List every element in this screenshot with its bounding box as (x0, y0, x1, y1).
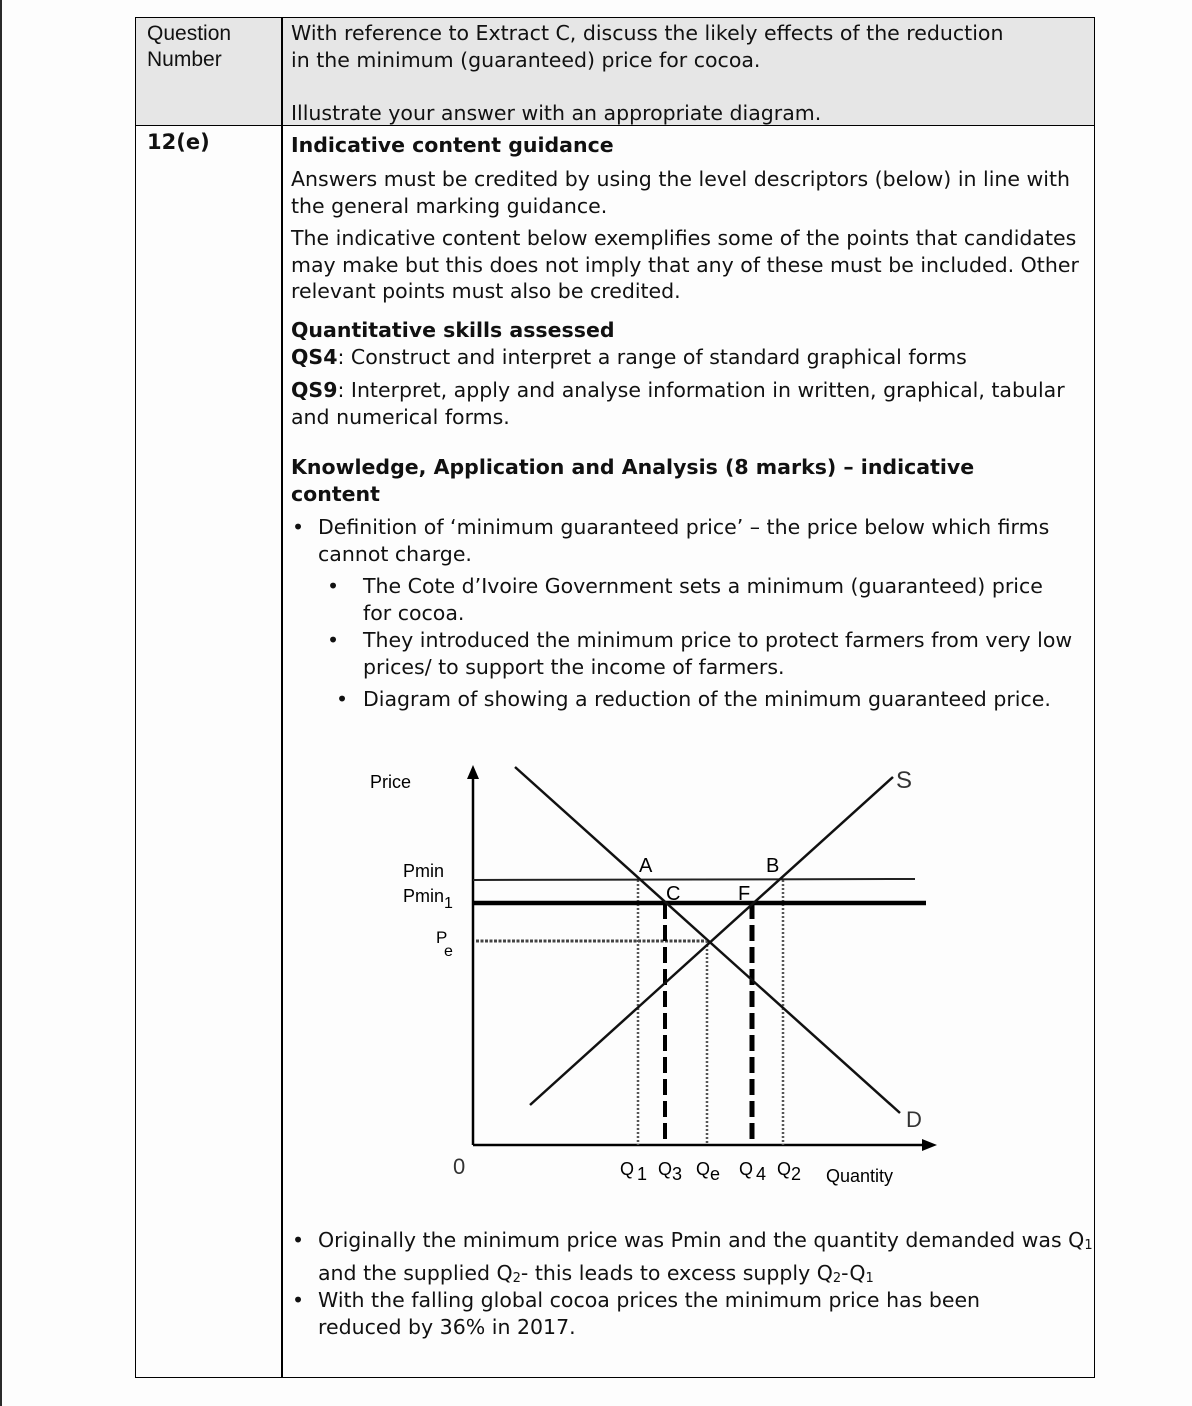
qs4-line: QS4: Construct and interpret a range of standard graphical forms (291, 344, 967, 369)
bullet-originally: • Originally the minimum price was Pmin and the quantity demanded was $Q_1$ and the supplied $Q_2-$ this leads to excess supply $Q_2-Q_1$ (291, 1227, 1098, 1292)
demand-label: D (906, 1107, 922, 1132)
qs-title: Quantitative skills assessed (291, 318, 615, 342)
x-axis-arrow-icon (922, 1139, 937, 1151)
pmin-line (473, 879, 915, 880)
supply-label: S (896, 767, 913, 794)
question-instruction: Illustrate your answer with an appropriate diagram. (291, 101, 822, 125)
point-b-label: B (766, 855, 780, 877)
origin-label: 0 (453, 1154, 466, 1179)
q1-label: Q 1 (620, 1159, 648, 1184)
pmin-label: Pmin (403, 861, 445, 881)
sub-bullet-3: • Diagram of showing a reduction of the minimum guaranteed price. (291, 686, 1063, 713)
question-text: With reference to Extract C, discuss the likely effects of the reduction in the minimum (guaranteed) price for cocoa. (291, 21, 1004, 72)
question-number: 12(e) (147, 130, 210, 154)
question-number-header: Question Number (147, 22, 232, 71)
y-axis-arrow-icon (467, 765, 479, 779)
pmin1-label: Pmin1 (403, 886, 453, 912)
q2-label: Q2 (777, 1159, 802, 1184)
point-f-label: F (738, 883, 751, 905)
qe-label: Qe (696, 1159, 721, 1184)
bullet-definition: • Definition of ‘minimum guaranteed price’ – the price below which firms cannot charge. (291, 514, 1078, 567)
price-axis-label: Price (370, 772, 412, 792)
q3-label: Q3 (658, 1159, 683, 1184)
sub-bullet-1: • The Cote d’Ivoire Government sets a minimum (guaranteed) price for cocoa. (291, 573, 1063, 626)
point-c-label: C (666, 883, 681, 905)
kaa-title: Knowledge, Application and Analysis (8 marks) – indicative content (291, 455, 975, 506)
guidance-title: Indicative content guidance (291, 133, 614, 157)
pe-label: P e (436, 928, 453, 960)
bullet-falling-prices: • With the falling global cocoa prices the minimum price has been reduced by 36% in 2017. (291, 1287, 1058, 1340)
point-a-label: A (639, 855, 653, 877)
guidance-paragraph-2: The indicative content below exemplifies some of the points that candidates may make but this does not imply that any of these must be included. Other relevant points must also be credited. (291, 226, 1079, 303)
q4-label: Q 4 (739, 1159, 767, 1184)
sub-bullet-2: • They introduced the minimum price to protect farmers from very low prices/ to support the income of farmers. (291, 627, 1093, 680)
qs9-line: QS9: Interpret, apply and analyse information in written, graphical, tabular and numerical forms. (291, 378, 1065, 429)
guidance-paragraph-1: Answers must be credited by using the level descriptors (below) in line with the general marking guidance. (291, 167, 1071, 218)
quantity-axis-label: Quantity (826, 1166, 894, 1186)
